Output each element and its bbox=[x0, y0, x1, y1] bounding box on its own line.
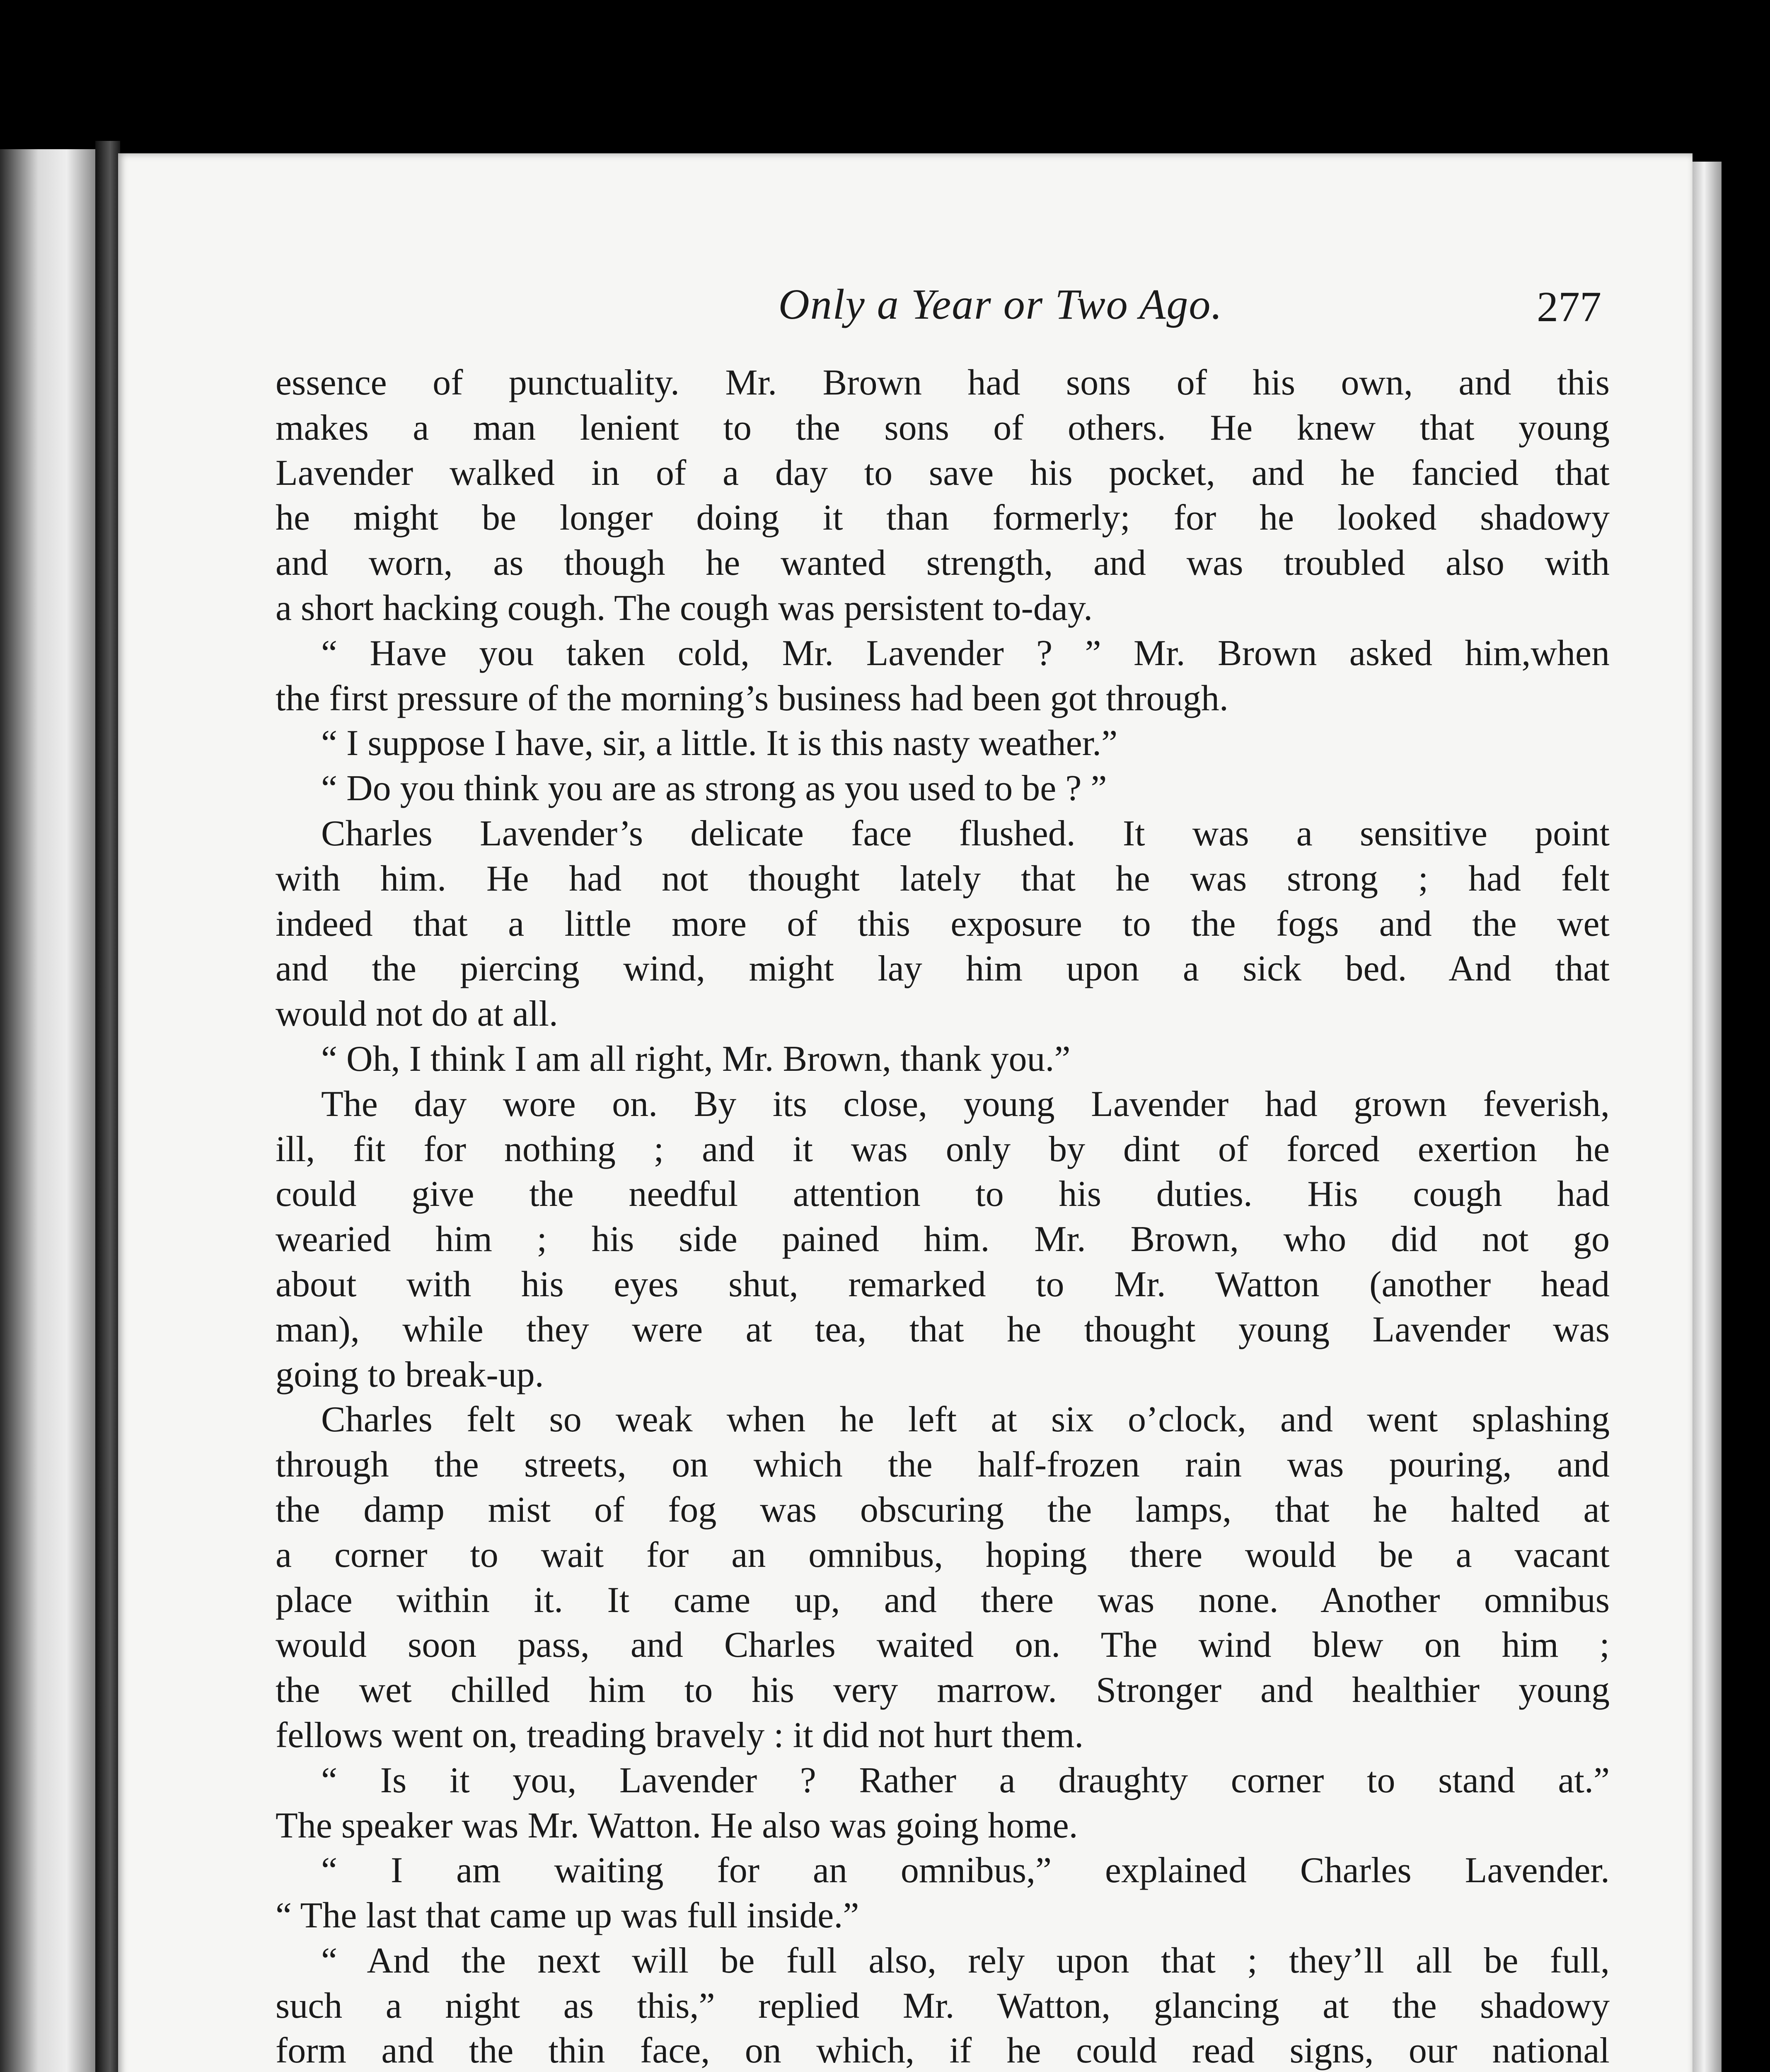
text-line: form and the thin face, on which, if he could read signs, our national bbox=[276, 2031, 1610, 2071]
text-line: such a night as this,” replied Mr. Watton, glancing at the shadowy bbox=[276, 1985, 1610, 2026]
text-line: he might be longer doing it than formerly; for he looked shadowy bbox=[276, 498, 1610, 538]
text-line: and the piercing wind, might lay him upon a sick bed. And that bbox=[276, 949, 1610, 989]
text-line: man), while they were at tea, that he thought young Lavender was bbox=[276, 1309, 1610, 1350]
text-line: the first pressure of the morning’s business had been got through. bbox=[276, 678, 1228, 719]
text-line: essence of punctuality. Mr. Brown had sons of his own, and this bbox=[276, 363, 1610, 403]
body-text bbox=[276, 361, 1610, 2072]
text-line: and worn, as though he wanted strength, and was troubled also with bbox=[276, 543, 1610, 583]
text-line: with him. He had not thought lately that he was strong ; had felt bbox=[276, 858, 1610, 899]
text-line: ill, fit for nothing ; and it was only by dint of forced exertion he bbox=[276, 1129, 1610, 1169]
running-title: Only a Year or Two Ago. bbox=[778, 281, 1223, 328]
text-line: Charles Lavender’s delicate face flushed. It was a sensitive point bbox=[321, 813, 1610, 854]
book-page bbox=[118, 153, 1693, 2072]
text-line: would soon pass, and Charles waited on. The wind blew on him ; bbox=[276, 1625, 1610, 1665]
page-header bbox=[276, 274, 1601, 336]
text-line: fellows went on, treading bravely : it did not hurt them. bbox=[276, 1715, 1084, 1755]
text-line: going to break-up. bbox=[276, 1354, 544, 1395]
text-line: “ Oh, I think I am all right, Mr. Brown, thank you.” bbox=[321, 1038, 1071, 1079]
text-line: place within it. It came up, and there was none. Another omnibus bbox=[276, 1580, 1610, 1620]
text-line: “ Is it you, Lavender ? Rather a draughty corner to stand at.” bbox=[321, 1760, 1610, 1801]
right-page-edge bbox=[1693, 162, 1722, 2072]
text-line: Lavender walked in of a day to save his pocket, and he fancied that bbox=[276, 453, 1610, 493]
text-line: would not do at all. bbox=[276, 994, 558, 1034]
text-line: wearied him ; his side pained him. Mr. Brown, who did not go bbox=[276, 1219, 1610, 1260]
text-line: “ Have you taken cold, Mr. Lavender ? ” Mr. Brown asked him,when bbox=[321, 633, 1610, 673]
text-line: The day wore on. By its close, young Lavender had grown feverish, bbox=[321, 1084, 1610, 1124]
left-page-edge bbox=[0, 149, 95, 2072]
text-line: makes a man lenient to the sons of others. He knew that young bbox=[276, 407, 1610, 448]
text-line: The speaker was Mr. Watton. He also was going home. bbox=[276, 1805, 1078, 1846]
text-line: a corner to wait for an omnibus, hoping there would be a vacant bbox=[276, 1535, 1610, 1575]
text-line: the wet chilled him to his very marrow. Stronger and healthier young bbox=[276, 1670, 1610, 1711]
text-line: “ I suppose I have, sir, a little. It is this nasty weather.” bbox=[321, 723, 1118, 764]
text-line: Charles felt so weak when he left at six o’clock, and went splashing bbox=[321, 1399, 1610, 1440]
text-line: could give the needful attention to his duties. His cough had bbox=[276, 1174, 1610, 1215]
book-gutter bbox=[95, 141, 120, 2072]
text-line: through the streets, on which the half-frozen rain was pouring, and bbox=[276, 1445, 1610, 1485]
text-line: “ The last that came up was full inside.” bbox=[276, 1895, 859, 1936]
text-line: about with his eyes shut, remarked to Mr. Watton (another head bbox=[276, 1264, 1610, 1305]
text-line: “ I am waiting for an omnibus,” explained Charles Lavender. bbox=[321, 1850, 1610, 1891]
text-line: a short hacking cough. The cough was persistent to-day. bbox=[276, 588, 1093, 628]
text-line: “ And the next will be full also, rely upon that ; they’ll all be full, bbox=[321, 1940, 1610, 1981]
text-line: “ Do you think you are as strong as you used to be ? ” bbox=[321, 768, 1107, 809]
text-line: the damp mist of fog was obscuring the lamps, that he halted at bbox=[276, 1489, 1610, 1530]
text-line: indeed that a little more of this exposure to the fogs and the wet bbox=[276, 903, 1610, 944]
page-number: 277 bbox=[1537, 283, 1601, 331]
